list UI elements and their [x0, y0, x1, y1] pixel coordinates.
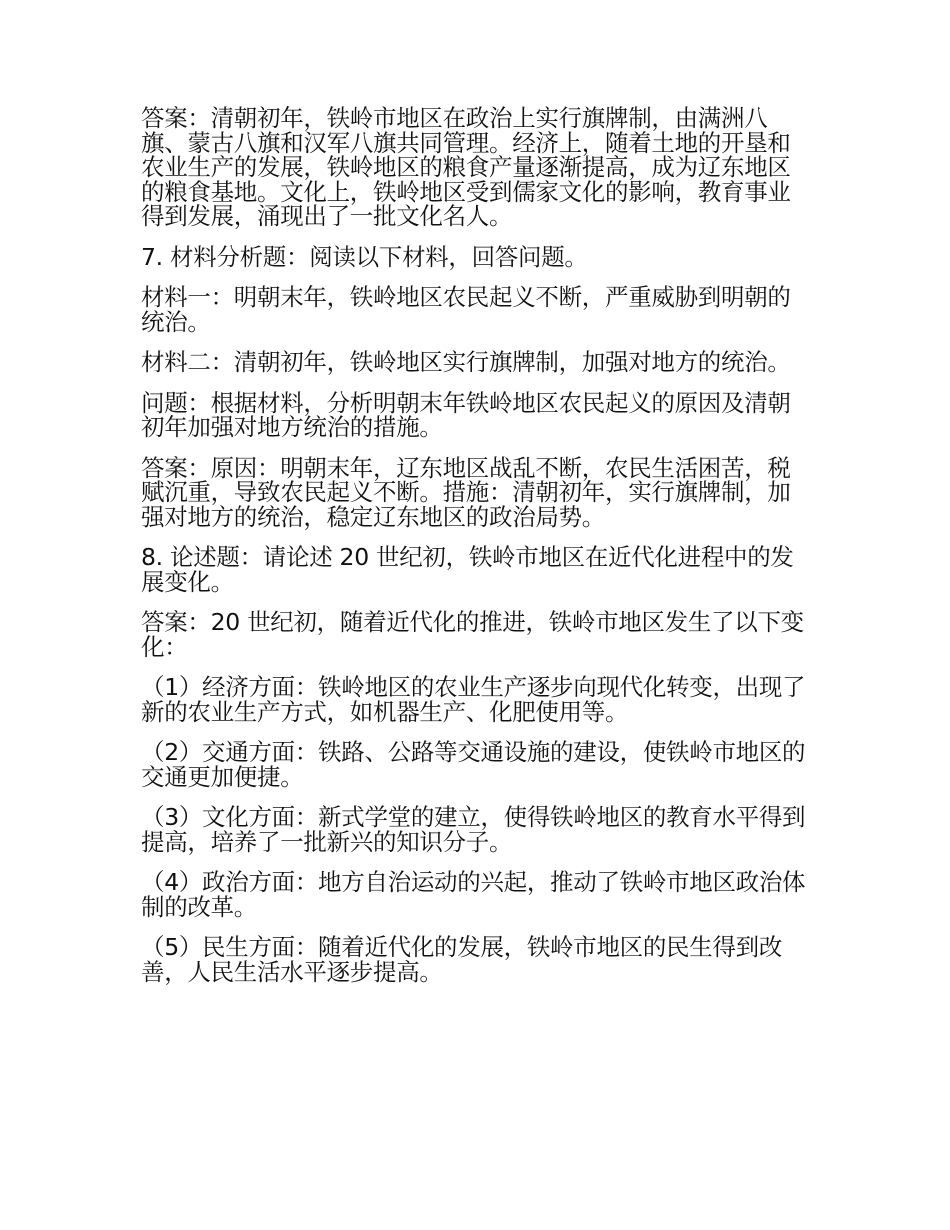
answer-item-culture: （3）文化方面：新式学堂的建立，使得铁岭地区的教育水平得到提高，培养了一批新兴的知识分子。	[141, 803, 806, 856]
question-7-heading: 7. 材料分析题：阅读以下材料，回答问题。	[141, 242, 588, 271]
question-8-heading: 8. 论述题：请论述 20 世纪初，铁岭市地区在近代化进程中的发展变化。	[141, 543, 794, 596]
answer-item-economy: （1）经济方面：铁岭地区的农业生产逐步向现代化转变，出现了新的农业生产方式，如机器生产、化肥使用等。	[141, 673, 806, 726]
material-one: 材料一：明朝末年，铁岭地区农民起义不断，严重威胁到明朝的统治。	[141, 283, 791, 336]
answer-item-transport: （2）交通方面：铁路、公路等交通设施的建设，使铁岭市地区的交通更加便捷。	[141, 738, 806, 791]
answer-item-livelihood: （5）民生方面：随着近代化的发展，铁岭市地区的民生得到改善，人民生活水平逐步提高。	[141, 933, 783, 986]
answer-item-politics: （4）政治方面：地方自治运动的兴起，推动了铁岭市地区政治体制的改革。	[141, 868, 806, 921]
answer-paragraph-q7: 答案：原因：明朝末年，辽东地区战乱不断，农民生活困苦，税赋沉重，导致农民起义不断。措施：清朝初年，实行旗牌制，加强对地方的统治，稳定辽东地区的政治局势。	[141, 453, 791, 531]
answer-paragraph-q8-intro: 答案：20 世纪初，随着近代化的推进，铁岭市地区发生了以下变化：	[141, 608, 804, 661]
question-7-prompt: 问题：根据材料，分析明朝末年铁岭地区农民起义的原因及清朝初年加强对地方统治的措施。	[141, 388, 791, 441]
answer-paragraph-q6: 答案：清朝初年，铁岭市地区在政治上实行旗牌制，由满洲八旗、蒙古八旗和汉军八旗共同管理。经济上，随着土地的开垦和农业生产的发展，铁岭地区的粮食产量逐渐提高，成为辽东地区的粮食基地。文化上，铁岭地区受到儒家文化的影响，教育事业得到发展，涌现出了一批文化名人。	[141, 104, 791, 230]
material-two: 材料二：清朝初年，铁岭地区实行旗牌制，加强对地方的统治。	[141, 348, 791, 376]
document-body	[141, 106, 813, 1000]
